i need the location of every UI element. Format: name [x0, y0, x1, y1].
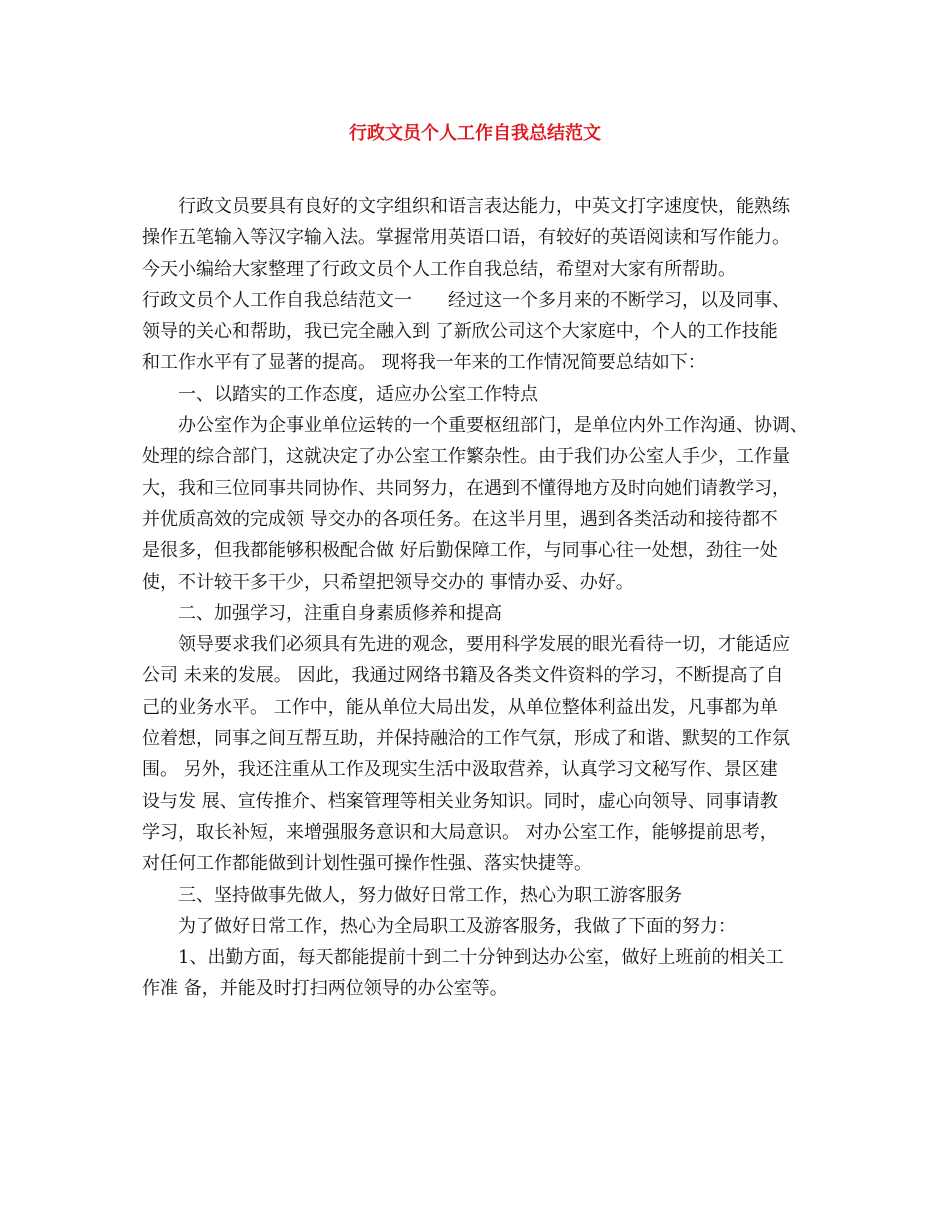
text-line: 今天小编给大家整理了行政文员个人工作自我总结，希望对大家有所帮助。: [142, 258, 736, 280]
text-line: 办公室作为企事业单位运转的一个重要枢纽部门，是单位内外工作沟通、协调、: [178, 415, 808, 437]
document-title: 行政文员个人工作自我总结范文: [349, 123, 601, 144]
text-line: 使，不计较干多干少，只希望把领导交办的 事情办妥、办好。: [142, 571, 634, 593]
text-line: 是很多，但我都能够积极配合做 好后勤保障工作，与同事心往一处想，劲往一处: [142, 540, 778, 562]
text-line: 围。 另外，我还注重从工作及现实生活中汲取营养，认真学习文秘写作、景区建: [142, 759, 778, 781]
document-body: [142, 191, 832, 1005]
text-line: 公司 未来的发展。 因此，我通过网络书籍及各类文件资料的学习，不断提高了自: [142, 665, 784, 687]
text-line: 行政文员要具有良好的文字组织和语言表达能力，中英文打字速度快，能熟练: [178, 196, 790, 217]
text-line: 二、加强学习，注重自身素质修养和提高: [178, 602, 502, 624]
text-line: 和工作水平有了显著的提高。 现将我一年来的工作情况简要总结如下：: [142, 352, 706, 374]
text-line: 一、以踏实的工作态度，适应办公室工作特点: [178, 383, 538, 405]
text-line: 位着想，同事之间互帮互助，并保持融洽的工作气氛，形成了和谐、默契的工作氛: [142, 728, 790, 750]
text-line: 学习，取长补短，来增强服务意识和大局意识。 对办公室工作，能够提前思考，: [142, 821, 778, 843]
text-line: 作准 备，并能及时打扫两位领导的办公室等。: [142, 978, 508, 1000]
text-line: 大，我和三位同事共同协作、共同努力，在遇到不懂得地方及时向她们请教学习，: [142, 477, 790, 499]
text-line: 行政文员个人工作自我总结范文一 经过这一个多月来的不断学习，以及同事、: [142, 289, 790, 311]
text-line: 己的业务水平。 工作中，能从单位大局出发，从单位整体利益出发，凡事都为单: [142, 696, 778, 718]
text-line: 为了做好日常工作，热心为全局职工及游客服务，我做了下面的努力：: [178, 915, 736, 937]
text-line: 1、出勤方面，每天都能提前十到二十分钟到达办公室，做好上班前的相关工: [178, 947, 784, 969]
text-line: 领导的关心和帮助，我已完全融入到 了新欣公司这个大家庭中，个人的工作技能: [142, 321, 778, 343]
text-line: 领导要求我们必须具有先进的观念，要用科学发展的眼光看待一切，才能适应: [178, 634, 790, 656]
text-line: 处理的综合部门，这就决定了办公室工作繁杂性。由于我们办公室人手少，工作量: [142, 446, 790, 468]
text-line: 设与发 展、宣传推介、档案管理等相关业务知识。同时，虚心向领导、同事请教: [142, 790, 778, 812]
text-line: 三、坚持做事先做人，努力做好日常工作，热心为职工游客服务: [178, 884, 682, 906]
text-line: 并优质高效的完成领 导交办的各项任务。在这半月里，遇到各类活动和接待都不: [142, 508, 778, 530]
text-line: 对任何工作都能做到计划性强可操作性强、落实快捷等。: [142, 853, 592, 875]
text-line: 操作五笔输入等汉字输入法。掌握常用英语口语，有较好的英语阅读和写作能力。: [142, 227, 790, 249]
